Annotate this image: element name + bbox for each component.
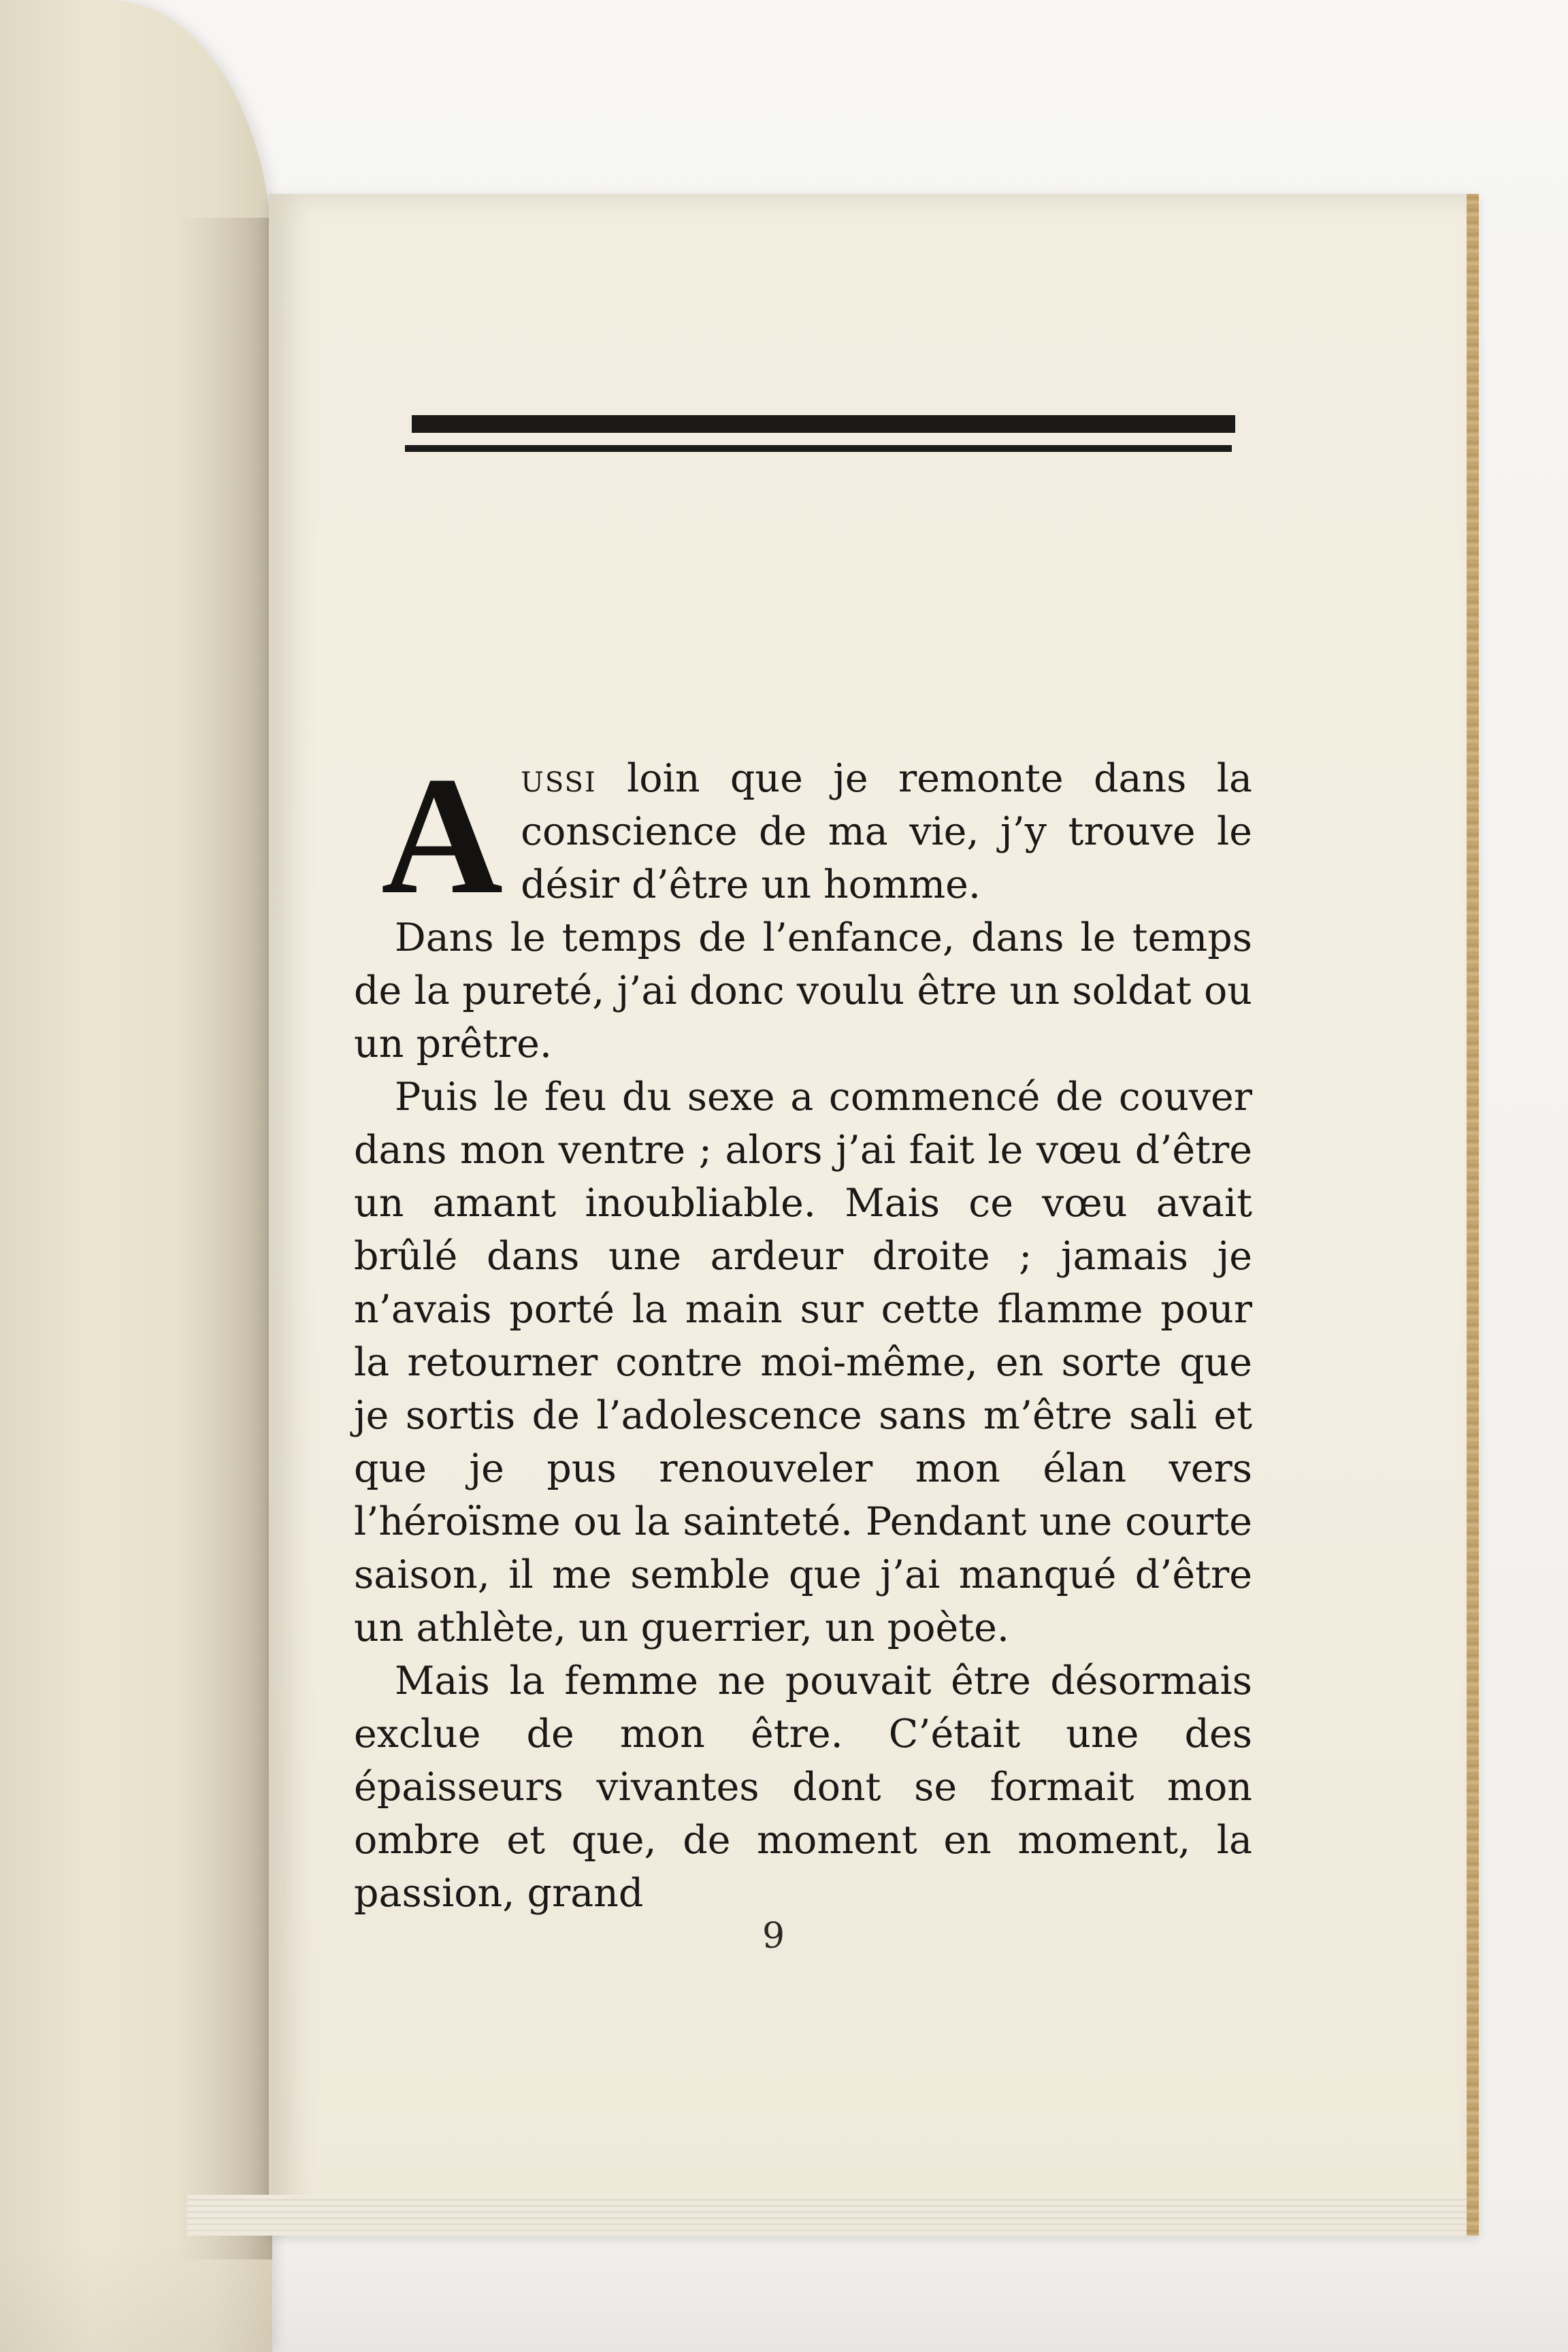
page-stack-lines: [187, 2195, 1467, 2236]
body-text: [354, 742, 1252, 1920]
gutter-shadow: [177, 218, 272, 2259]
head-rule-thin: [405, 445, 1232, 452]
bottom-shadow: [0, 2246, 1568, 2352]
chapter-head-rule: [405, 415, 1235, 455]
opening-small-caps: ussi: [521, 756, 597, 801]
drop-cap: A: [381, 742, 504, 929]
paragraph-1: Dans le temps de l’enfance, dans le temps de la pureté, j’ai donc voulu être un soldat ou un prêtre.: [354, 915, 1252, 1066]
left-curled-page: [0, 0, 272, 2352]
opening-paragraph: [354, 742, 1252, 929]
paragraph-2: Puis le feu du sexe a commencé de couver dans mon ventre ; alors j’ai fait le vœu d’être un amant inoubliable. Mais ce vœu avait brûlé dans une ardeur droite ; jamais je n’avais porté la main sur cette flamme pour la retourner contre moi-même, en sorte que je sortis de l’adolescence sans m’être sali et que je pus renouveler mon élan vers l’héroïsme ou la sainteté. Pendant une courte saison, il me semble que j’ai manqué d’être un athlète, un guerrier, un poète.: [354, 1075, 1252, 1650]
opening-text: loin que je remonte dans la conscience de ma vie, j’y trouve le désir d’être un homme.: [521, 756, 1252, 907]
page-deckled-edge: [1467, 194, 1479, 2236]
page-number: 9: [762, 1916, 785, 1957]
head-rule-thick: [412, 415, 1235, 433]
paragraph-3: Mais la femme ne pouvait être désormais exclue de mon être. C’était une des épaisseurs vivantes dont se formait mon ombre et que, de moment en moment, la passion, grand: [354, 1659, 1252, 1916]
